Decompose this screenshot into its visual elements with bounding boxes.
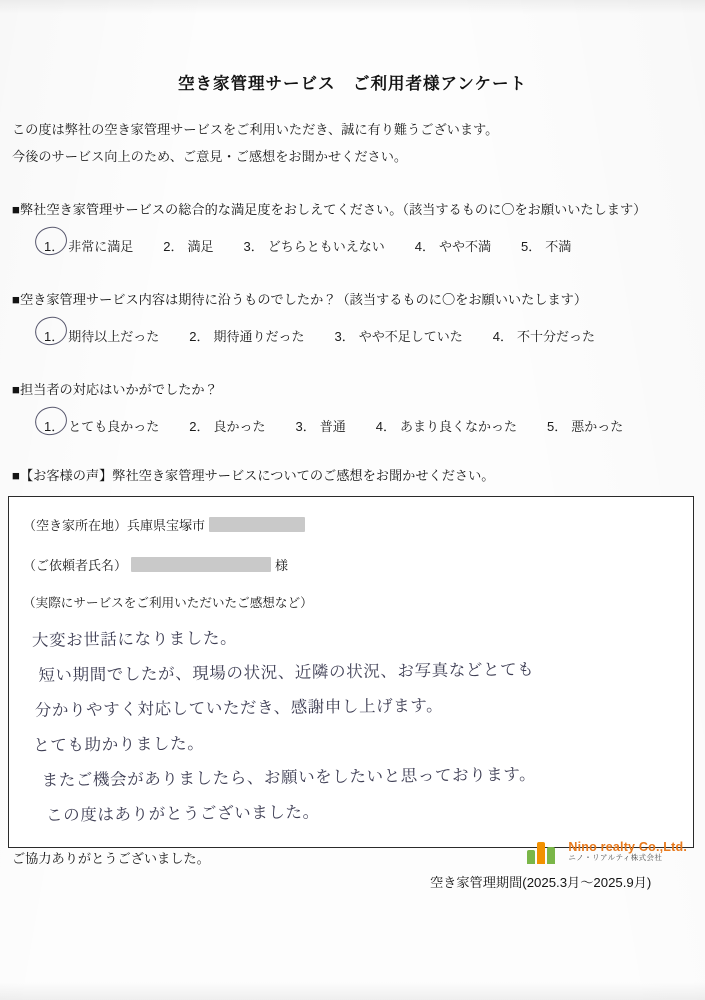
option-3-3-label: 普通 xyxy=(319,419,346,434)
option-3-4-number: 4． xyxy=(375,419,396,434)
option-1-2-number: 2． xyxy=(163,239,184,254)
option-1-5-number: 5． xyxy=(521,239,542,254)
question-3-options xyxy=(44,416,692,435)
option-1-3-label: どちらともいえない xyxy=(267,239,385,254)
option-1-1-label: 非常に満足 xyxy=(68,239,134,254)
company-name-japanese: ニノ・リアルティ株式会社 xyxy=(568,852,663,862)
property-address-label: （空き家所在地） xyxy=(23,518,128,533)
question-4 xyxy=(12,466,692,486)
option-1-2[interactable] xyxy=(163,236,213,255)
logo-text xyxy=(568,840,687,863)
option-2-1-number: 1． xyxy=(44,326,64,345)
free-comment-note: （実際にサービスをご利用いただいたご感想など） xyxy=(23,596,313,610)
option-2-2[interactable] xyxy=(189,326,304,345)
property-address-value: 兵庫県宝塚市 xyxy=(127,518,206,533)
logo-bars-icon xyxy=(527,838,561,864)
option-2-4-label: 不十分だった xyxy=(516,329,595,344)
option-2-1-label: 期待以上だった xyxy=(68,329,160,344)
option-2-1[interactable] xyxy=(44,326,159,345)
client-name-suffix: 様 xyxy=(275,558,289,573)
intro-paragraph xyxy=(12,116,682,170)
question-3-heading: ■担当者の対応はいかがでしたか？ xyxy=(12,382,218,397)
option-3-2[interactable] xyxy=(189,416,265,435)
name-redaction-bar xyxy=(131,557,271,572)
property-address-row xyxy=(23,515,309,534)
question-4-heading: ■【お客様の声】弊社空き家管理サービスについてのご感想をお聞かせください。 xyxy=(12,468,495,483)
option-3-4-label: あまり良くなかった xyxy=(399,419,517,434)
address-redaction-bar xyxy=(209,517,305,532)
option-3-2-label: 良かった xyxy=(213,419,266,434)
option-3-5-label: 悪かった xyxy=(571,419,624,434)
management-period: 空き家管理期間(2025.3月〜2025.9月) xyxy=(430,875,652,890)
option-2-3-label: やや不足していた xyxy=(358,329,463,344)
option-2-3[interactable] xyxy=(335,326,463,345)
option-2-4-number: 4． xyxy=(492,329,513,344)
intro-line-2: 今後のサービス向上のため、ご意見・ご感想をお聞かせください。 xyxy=(12,149,408,164)
thanks-note: ご協力ありがとうございました。 xyxy=(12,851,210,866)
option-1-1-number: 1． xyxy=(44,236,64,255)
option-3-3[interactable] xyxy=(296,416,346,435)
option-2-4[interactable] xyxy=(493,326,595,345)
option-1-5[interactable] xyxy=(521,236,571,255)
question-1 xyxy=(12,200,692,255)
option-1-3-number: 3． xyxy=(243,239,264,254)
option-1-2-label: 満足 xyxy=(187,239,214,254)
question-2-heading: ■空き家管理サービス内容は期待に沿うものでしたか？（該当するものに〇をお願いいたします） xyxy=(12,292,588,307)
page-title: 空き家管理サービス ご利用者様アンケート xyxy=(177,75,527,93)
option-3-3-number: 3． xyxy=(295,419,316,434)
handwritten-line-1: 大変お世話になりました。 xyxy=(31,628,238,650)
option-3-5-number: 5． xyxy=(547,419,568,434)
option-1-5-label: 不満 xyxy=(545,239,572,254)
handwritten-line-4: とても助かりました。 xyxy=(33,733,205,755)
option-3-5[interactable] xyxy=(547,416,623,435)
option-3-4[interactable] xyxy=(376,416,517,435)
option-1-4-label: やや不満 xyxy=(438,239,491,254)
client-name-label: （ご依頼者氏名） xyxy=(23,558,128,573)
client-name-row xyxy=(23,555,288,574)
option-3-1[interactable] xyxy=(44,416,159,435)
option-1-1[interactable] xyxy=(44,236,133,255)
question-2-options xyxy=(44,326,692,345)
option-3-1-number: 1． xyxy=(44,416,64,435)
option-2-2-label: 期待通りだった xyxy=(213,329,305,344)
question-1-options xyxy=(44,236,692,255)
option-1-4-number: 4． xyxy=(414,239,435,254)
option-1-3[interactable] xyxy=(244,236,385,255)
option-2-3-number: 3． xyxy=(334,329,355,344)
intro-line-1: この度は弊社の空き家管理サービスをご利用いただき、誠に有り難うございます。 xyxy=(12,122,499,137)
handwritten-line-2: 短い期間でしたが、現場の状況、近隣の状況、お写真などとても xyxy=(38,659,535,685)
company-logo xyxy=(527,838,687,864)
question-3 xyxy=(12,380,692,435)
customer-comment-box xyxy=(8,496,694,848)
option-1-4[interactable] xyxy=(415,236,491,255)
handwritten-line-6: この度はありがとうございました。 xyxy=(45,802,320,825)
option-3-1-label: とても良かった xyxy=(68,419,160,434)
handwritten-line-3: 分かりやすく対応していただき、感謝申し上げます。 xyxy=(34,695,444,720)
question-2 xyxy=(12,290,692,345)
company-name: Nino realty Co.,Ltd. xyxy=(568,839,687,854)
question-1-heading: ■弊社空き家管理サービスの総合的な満足度をおしえてください。（該当するものに〇をお願いいたします） xyxy=(12,202,647,217)
handwritten-line-5: またご機会がありましたら、お願いをしたいと思っております。 xyxy=(41,764,537,790)
option-3-2-number: 2． xyxy=(189,419,210,434)
handwritten-comment xyxy=(32,615,675,833)
option-2-2-number: 2． xyxy=(189,329,210,344)
